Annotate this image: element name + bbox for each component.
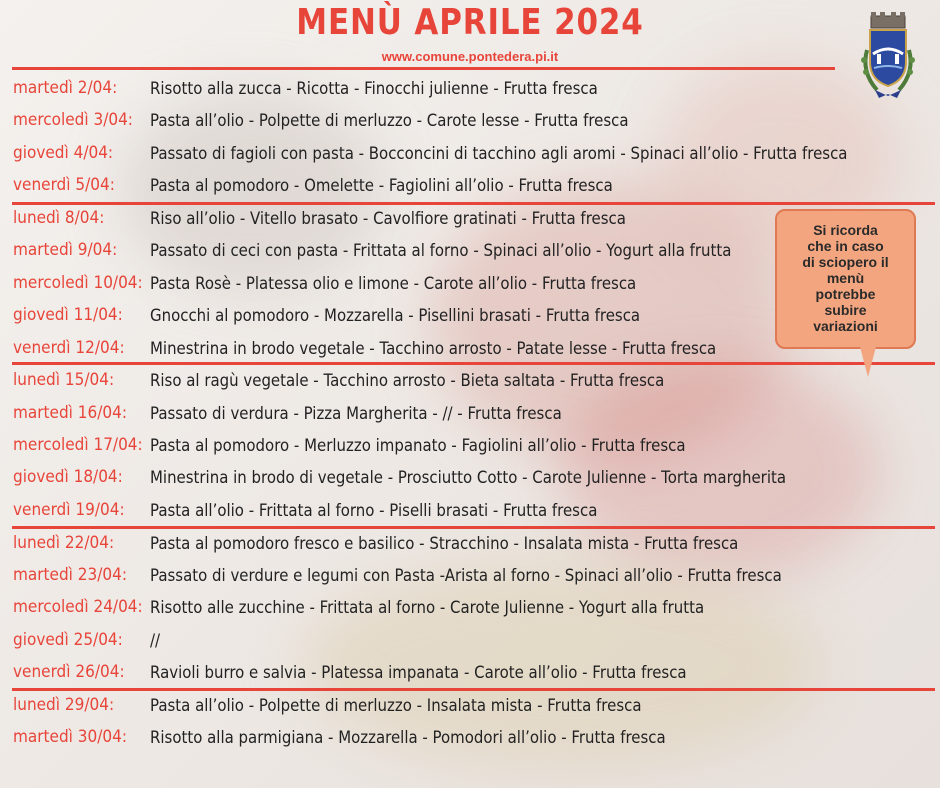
day-dishes: Pasta al pomodoro - Merluzzo impanato - Fagiolini all’olio - Frutta fresca	[150, 436, 686, 456]
day-dishes: Riso al ragù vegetale - Tacchino arrosto - Bieta saltata - Frutta fresca	[150, 371, 665, 391]
day-dishes: Riso all’olio - Vitello brasato - Cavolfiore gratinati - Frutta fresca	[150, 209, 626, 229]
divider	[12, 688, 935, 691]
day-label: mercoledì 3/04:	[13, 110, 133, 130]
day-dishes: Passato di ceci con pasta - Frittata al forno - Spinaci all’olio - Yogurt alla frutta	[150, 241, 732, 261]
day-label: lunedì 29/04:	[13, 695, 115, 715]
day-dishes: Risotto alle zucchine - Frittata al forno - Carote Julienne - Yogurt alla frutta	[150, 598, 705, 618]
day-dishes: Pasta Rosè - Platessa olio e limone - Carote all’olio - Frutta fresca	[150, 274, 637, 294]
notice-line: potrebbe	[815, 286, 876, 302]
day-dishes: Pasta all’olio - Frittata al forno - Piselli brasati - Frutta fresca	[150, 501, 598, 521]
divider	[12, 526, 935, 529]
day-label: lunedì 22/04:	[13, 533, 115, 553]
day-label: mercoledì 17/04:	[13, 435, 143, 455]
day-label: martedì 23/04:	[13, 565, 128, 585]
day-dishes: Minestrina in brodo vegetale - Tacchino arrosto - Patate lesse - Frutta fresca	[150, 339, 717, 359]
day-label: lunedì 8/04:	[13, 208, 105, 228]
notice-line: subire	[824, 302, 867, 318]
day-label: venerdì 12/04:	[13, 338, 125, 358]
municipal-crest-icon	[857, 10, 919, 100]
day-dishes: Pasta all’olio - Polpette di merluzzo - Carote lesse - Frutta fresca	[150, 111, 629, 131]
day-label: martedì 9/04:	[13, 240, 118, 260]
day-dishes: Ravioli burro e salvia - Platessa impanata - Carote all’olio - Frutta fresca	[150, 663, 687, 683]
notice-line: di sciopero il	[802, 254, 889, 270]
day-label: giovedì 18/04:	[13, 467, 123, 487]
notice-line: che in caso	[807, 238, 884, 254]
day-dishes: Passato di fagioli con pasta - Bocconcini di tacchino agli aromi - Spinaci all’olio - Frutta fresca	[150, 144, 848, 164]
day-label: martedì 30/04:	[13, 727, 128, 747]
day-label: mercoledì 24/04:	[13, 597, 143, 617]
day-dishes: Minestrina in brodo di vegetale - Prosciutto Cotto - Carote Julienne - Torta margherita	[150, 468, 787, 488]
divider	[12, 67, 835, 70]
day-label: giovedì 4/04:	[13, 143, 114, 163]
day-label: venerdì 19/04:	[13, 500, 125, 520]
day-dishes: Passato di verdura - Pizza Margherita - // - Frutta fresca	[150, 404, 562, 424]
divider	[12, 202, 935, 205]
notice-pointer	[860, 347, 876, 377]
day-label: martedì 2/04:	[13, 78, 118, 98]
page-title: MENÙ APRILE 2024	[296, 2, 644, 43]
day-label: lunedì 15/04:	[13, 370, 115, 390]
day-dishes: Passato di verdure e legumi con Pasta -Arista al forno - Spinaci all’olio - Frutta fresca	[150, 566, 782, 586]
day-dishes: Risotto alla zucca - Ricotta - Finocchi julienne - Frutta fresca	[150, 79, 598, 99]
day-label: giovedì 25/04:	[13, 630, 123, 650]
strike-notice	[775, 209, 916, 349]
notice-line: menù	[826, 270, 865, 286]
website-link[interactable]: www.comune.pontedera.pi.it	[381, 49, 559, 64]
day-label: giovedì 11/04:	[13, 305, 123, 325]
divider	[12, 362, 935, 365]
day-dishes: Risotto alla parmigiana - Mozzarella - Pomodori all’olio - Frutta fresca	[150, 728, 666, 748]
day-dishes: Gnocchi al pomodoro - Mozzarella - Pisellini brasati - Frutta fresca	[150, 306, 641, 326]
day-label: venerdì 26/04:	[13, 662, 125, 682]
day-dishes: Pasta al pomodoro - Omelette - Fagiolini all’olio - Frutta fresca	[150, 176, 613, 196]
day-dishes: Pasta all’olio - Polpette di merluzzo - Insalata mista - Frutta fresca	[150, 696, 642, 716]
day-dishes: //	[150, 631, 161, 651]
day-dishes: Pasta al pomodoro fresco e basilico - Stracchino - Insalata mista - Frutta fresca	[150, 534, 739, 554]
notice-line: variazioni	[813, 318, 878, 334]
notice-line: Si ricorda	[813, 222, 878, 238]
day-label: martedì 16/04:	[13, 403, 128, 423]
day-label: mercoledì 10/04:	[13, 273, 143, 293]
day-label: venerdì 5/04:	[13, 175, 115, 195]
